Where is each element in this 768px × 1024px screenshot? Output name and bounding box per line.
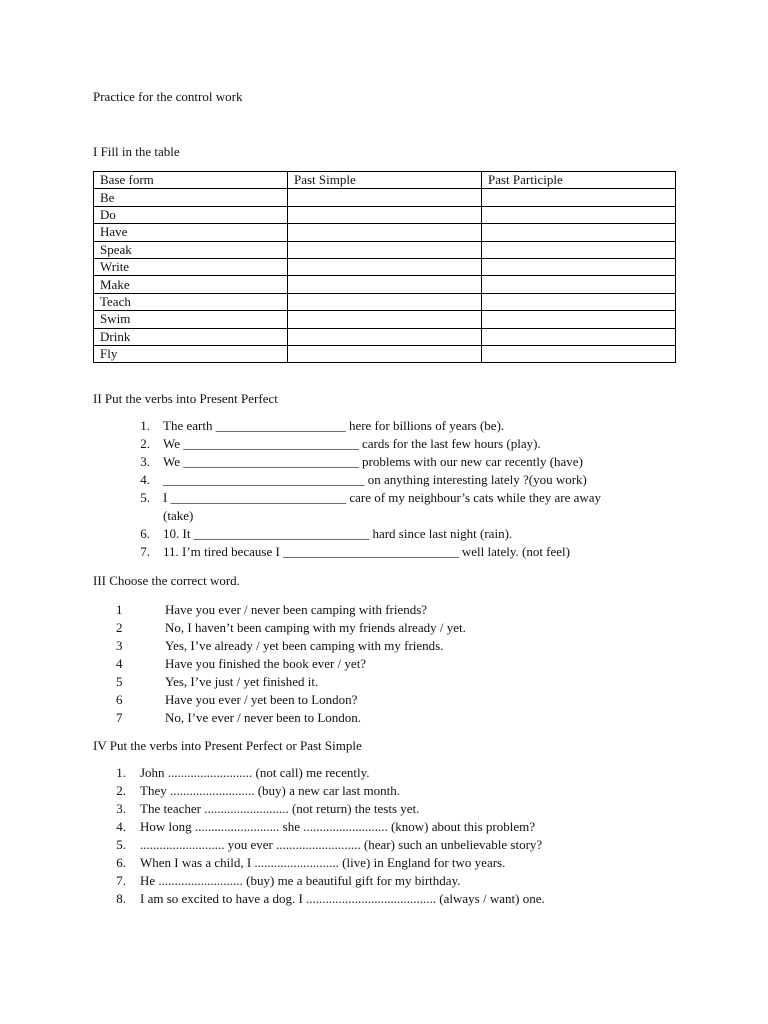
base-form-cell: Be (94, 189, 288, 206)
past-simple-cell[interactable] (288, 241, 482, 258)
list-item: 7. He .......................... (buy) me a beautiful gift for my birthday. (116, 873, 461, 888)
past-simple-cell[interactable] (288, 328, 482, 345)
table-row (94, 189, 676, 206)
list-item: 5. I ___________________________ care of my neighbour’s cats while they are away (140, 490, 602, 505)
section-4-list (0, 764, 545, 908)
list-item: 1. The earth ____________________ here for billions of years (be). (140, 418, 505, 433)
past-simple-cell[interactable] (288, 206, 482, 223)
past-simple-cell[interactable] (288, 293, 482, 310)
past-participle-cell[interactable] (482, 241, 676, 258)
past-participle-cell[interactable] (482, 311, 676, 328)
section-4-heading: IV Put the verbs into Present Perfect or Past Simple (93, 738, 362, 753)
verb-forms-table (93, 171, 676, 363)
past-simple-cell[interactable] (288, 345, 482, 362)
list-item: 7 No, I’ve ever / never been to London. (116, 710, 362, 725)
past-participle-cell[interactable] (482, 224, 676, 241)
list-item: 2. They .......................... (buy) a new car last month. (116, 783, 400, 798)
base-form-cell: Have (94, 224, 288, 241)
list-item: 5 Yes, I’ve just / yet finished it. (116, 674, 319, 689)
table-header-row (94, 172, 676, 189)
past-participle-cell[interactable] (482, 258, 676, 275)
list-item: 4. How long .......................... she .......................... (know) about this problem? (116, 819, 536, 834)
table-row (94, 345, 676, 362)
table-row (94, 241, 676, 258)
list-item: 5. .......................... you ever .......................... (hear) such an unbelievable story? (116, 837, 543, 852)
past-participle-cell[interactable] (482, 206, 676, 223)
table-row (94, 206, 676, 223)
base-form-cell: Teach (94, 293, 288, 310)
list-item: 2 No, I haven’t been camping with my friends already / yet. (116, 620, 466, 635)
past-simple-cell[interactable] (288, 224, 482, 241)
table-header-cell: Past Participle (482, 172, 676, 189)
list-item: 8. I am so excited to have a dog. I ........................................ (always / want) one. (116, 891, 545, 906)
base-form-cell: Make (94, 276, 288, 293)
past-simple-cell[interactable] (288, 276, 482, 293)
base-form-cell: Do (94, 206, 288, 223)
table-row (94, 224, 676, 241)
table-row (94, 293, 676, 310)
list-item: 1. John .......................... (not call) me recently. (116, 765, 370, 780)
past-participle-cell[interactable] (482, 345, 676, 362)
list-item: 4 Have you finished the book ever / yet? (116, 656, 367, 671)
section-3-list (0, 601, 466, 727)
list-item-continuation: (take) (163, 508, 194, 523)
past-participle-cell[interactable] (482, 328, 676, 345)
list-item: 3. The teacher .......................... (not return) the tests yet. (116, 801, 420, 816)
list-item: 4. _______________________________ on anything interesting lately ?(you work) (140, 472, 587, 487)
table-row (94, 276, 676, 293)
past-participle-cell[interactable] (482, 189, 676, 206)
table-header-cell: Base form (94, 172, 288, 189)
past-participle-cell[interactable] (482, 293, 676, 310)
list-item: 6. 10. It ___________________________ hard since last night (rain). (140, 526, 513, 541)
list-item: 7. 11. I’m tired because I ___________________________ well lately. (not feel) (140, 544, 570, 559)
list-item: 3. We ___________________________ problems with our new car recently (have) (140, 454, 583, 469)
past-simple-cell[interactable] (288, 189, 482, 206)
past-simple-cell[interactable] (288, 311, 482, 328)
list-item: 3 Yes, I’ve already / yet been camping with my friends. (116, 638, 444, 653)
table-row (94, 311, 676, 328)
section-2-list (0, 417, 602, 561)
section-2-heading: II Put the verbs into Present Perfect (93, 391, 278, 406)
list-item: 6 Have you ever / yet been to London? (116, 692, 358, 707)
base-form-cell: Speak (94, 241, 288, 258)
base-form-cell: Swim (94, 311, 288, 328)
base-form-cell: Drink (94, 328, 288, 345)
table-row (94, 328, 676, 345)
list-item: 6. When I was a child, I .......................... (live) in England for two years. (116, 855, 506, 870)
past-simple-cell[interactable] (288, 258, 482, 275)
table-header-cell: Past Simple (288, 172, 482, 189)
base-form-cell: Write (94, 258, 288, 275)
base-form-cell: Fly (94, 345, 288, 362)
list-item: 2. We ___________________________ cards for the last few hours (play). (140, 436, 541, 451)
section-1-heading: I Fill in the table (93, 144, 180, 159)
table-row (94, 258, 676, 275)
page-title: Practice for the control work (93, 89, 243, 104)
past-participle-cell[interactable] (482, 276, 676, 293)
section-3-heading: III Choose the correct word. (93, 573, 240, 588)
list-item: 1 Have you ever / never been camping with friends? (116, 602, 428, 617)
